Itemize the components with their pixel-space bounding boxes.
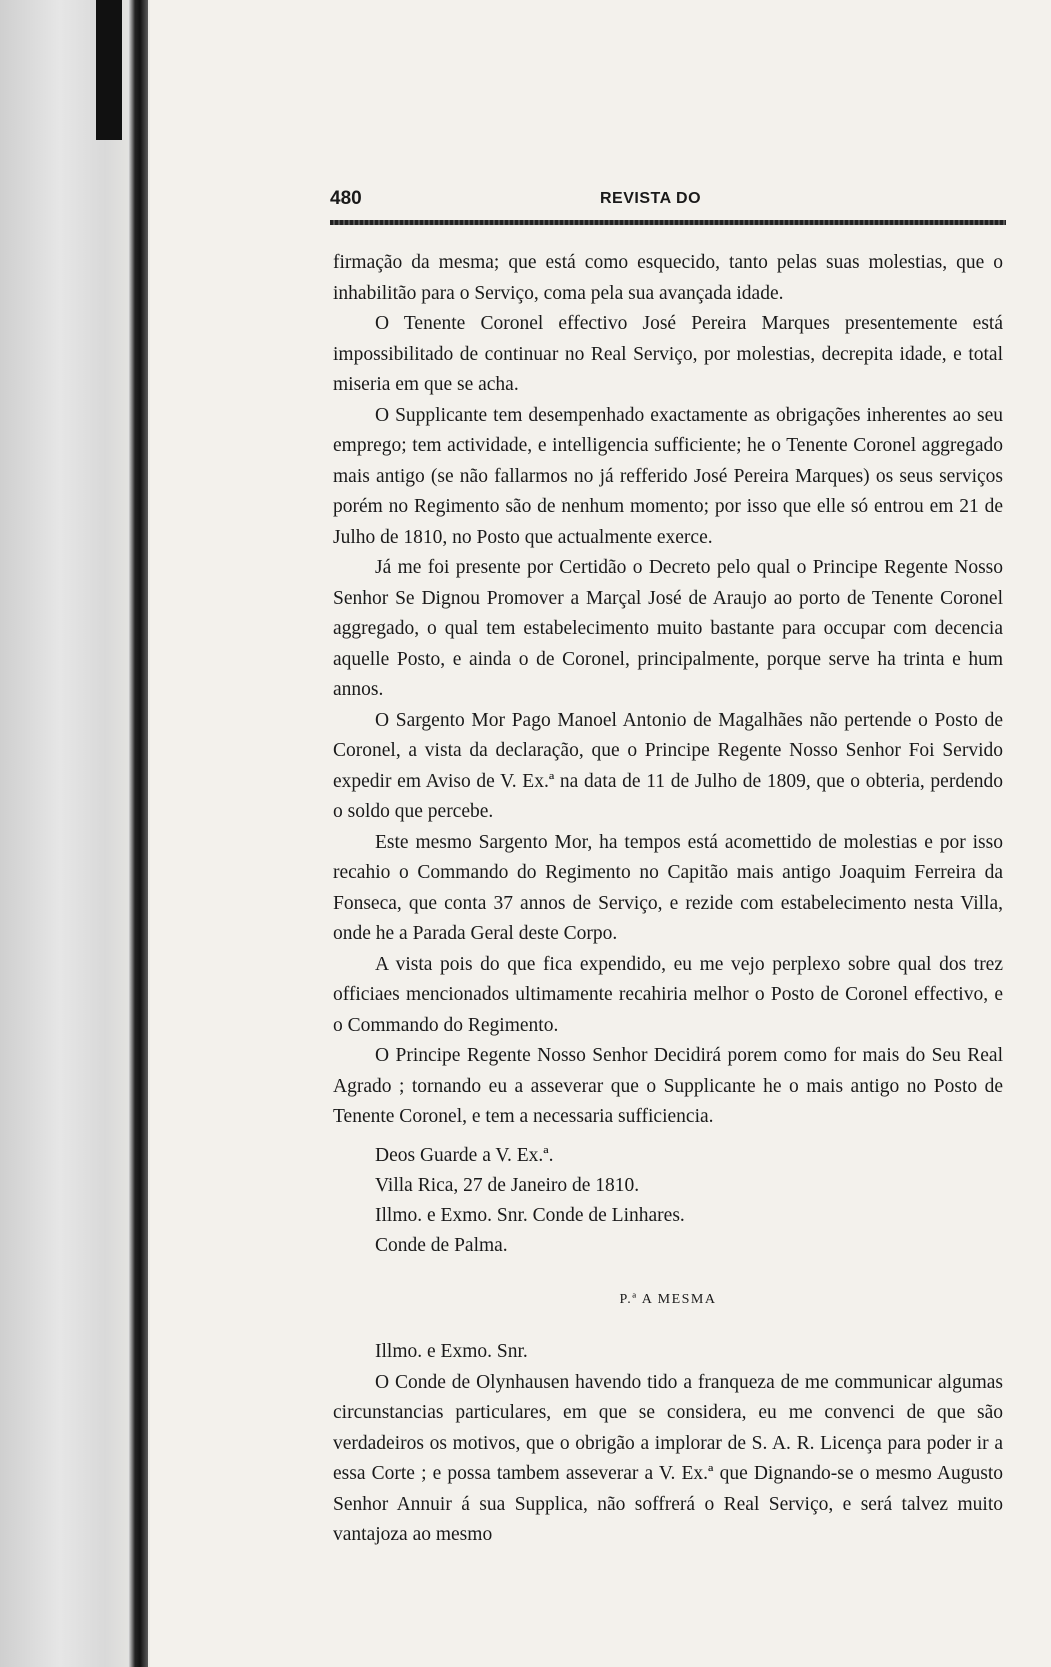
- paragraph: Este mesmo Sargento Mor, ha tempos está acomettido de molestias e por isso recahio o Commando do Regimento no Capitão mais antigo Joaquim Ferreira da Fonseca, que conta 37 annos de Serviço, e rezide com estabelecimento nesta Villa, onde he a Parada Geral deste Corpo.: [333, 831, 1003, 944]
- page-header: [330, 188, 1006, 212]
- paragraph: O Tenente Coronel effectivo José Pereira Marques presentemente está impossibilitado de continuar no Real Serviço, por molestias, decrepita idade, e total miseria em que se acha.: [333, 313, 1003, 395]
- signature: Conde de Palma.: [375, 1234, 508, 1256]
- paragraph: O Sargento Mor Pago Manoel Antonio de Magalhães não pertende o Posto de Coronel, a vista da declaração, que o Principe Regente Nosso Senhor Foi Servido expedir em Aviso de V. Ex.ª na data de 11 de Julho de 1809, que o obteria, perdendo o soldo que percebe.: [333, 709, 1003, 822]
- section-heading: P.ª A MESMA: [619, 1291, 717, 1307]
- paragraph: firmação da mesma; que está como esquecido, tanto pelas suas molestias, que o inhabilitão para o Serviço, coma pela sua avançada idade.: [333, 252, 1003, 304]
- paragraph: A vista pois do que fica expendido, eu me vejo perplexo sobre qual dos trez officiaes mencionados ultimamente recahiria melhor o Posto de Coronel effectivo, e o Commando do Regimento.: [333, 953, 1003, 1036]
- binding-dark-strip: [96, 0, 122, 140]
- page-number: 480: [330, 188, 362, 209]
- closing-line: Illmo. e Exmo. Snr. Conde de Linhares.: [375, 1204, 685, 1226]
- closing-line: Villa Rica, 27 de Janeiro de 1810.: [375, 1174, 640, 1196]
- paragraph: O Conde de Olynhausen havendo tido a franqueza de me communicar algumas circunstancias particulares, em que se considera, eu me convenci de que são verdadeiros os motivos, que o obrigão a implorar de S. A. R. Licença para poder ir a essa Corte ; e possa tambem asseverar a V. Ex.ª que Dignando-se o mesmo Augusto Senhor Annuir á sua Supplica, não soffrerá o Real Serviço, e será talvez muito vantajoza ao mesmo: [333, 1371, 1003, 1545]
- running-title: REVISTA DO: [600, 190, 702, 207]
- closing-line: Deos Guarde a V. Ex.ª.: [375, 1144, 554, 1166]
- page-body: [333, 248, 1003, 1551]
- paragraph: Já me foi presente por Certidão o Decreto pelo qual o Principe Regente Nosso Senhor Se Dignou Promover a Marçal José de Araujo ao porto de Tenente Coronel aggregado, o qual tem estabelecimento muito bastante para occupar com decencia aquelle Posto, e ainda o de Coronel, principalmente, porque serve ha trinta e hum annos.: [333, 557, 1003, 700]
- book-gutter: [128, 0, 148, 1667]
- paragraph: O Supplicante tem desempenhado exactamente as obrigações inherentes ao seu emprego; tem actividade, e intelligencia sufficiente; he o Tenente Coronel aggregado mais antigo (se não fallarmos no já refferido José Pereira Marques) os seus serviços porém no Regimento são de nenhum momento; por isso que elle só entrou em 21 de Julho de 1810, no Posto que actualmente exerce.: [333, 404, 1003, 548]
- paragraph: O Principe Regente Nosso Senhor Decidirá porem como for mais do Seu Real Agrado ; tornando eu a asseverar que o Supplicante he o mais antigo no Posto de Tenente Coronel, e tem a necessaria sufficiencia.: [333, 1045, 1003, 1127]
- header-rule: [330, 220, 1006, 225]
- salutation: Illmo. e Exmo. Snr.: [375, 1341, 528, 1362]
